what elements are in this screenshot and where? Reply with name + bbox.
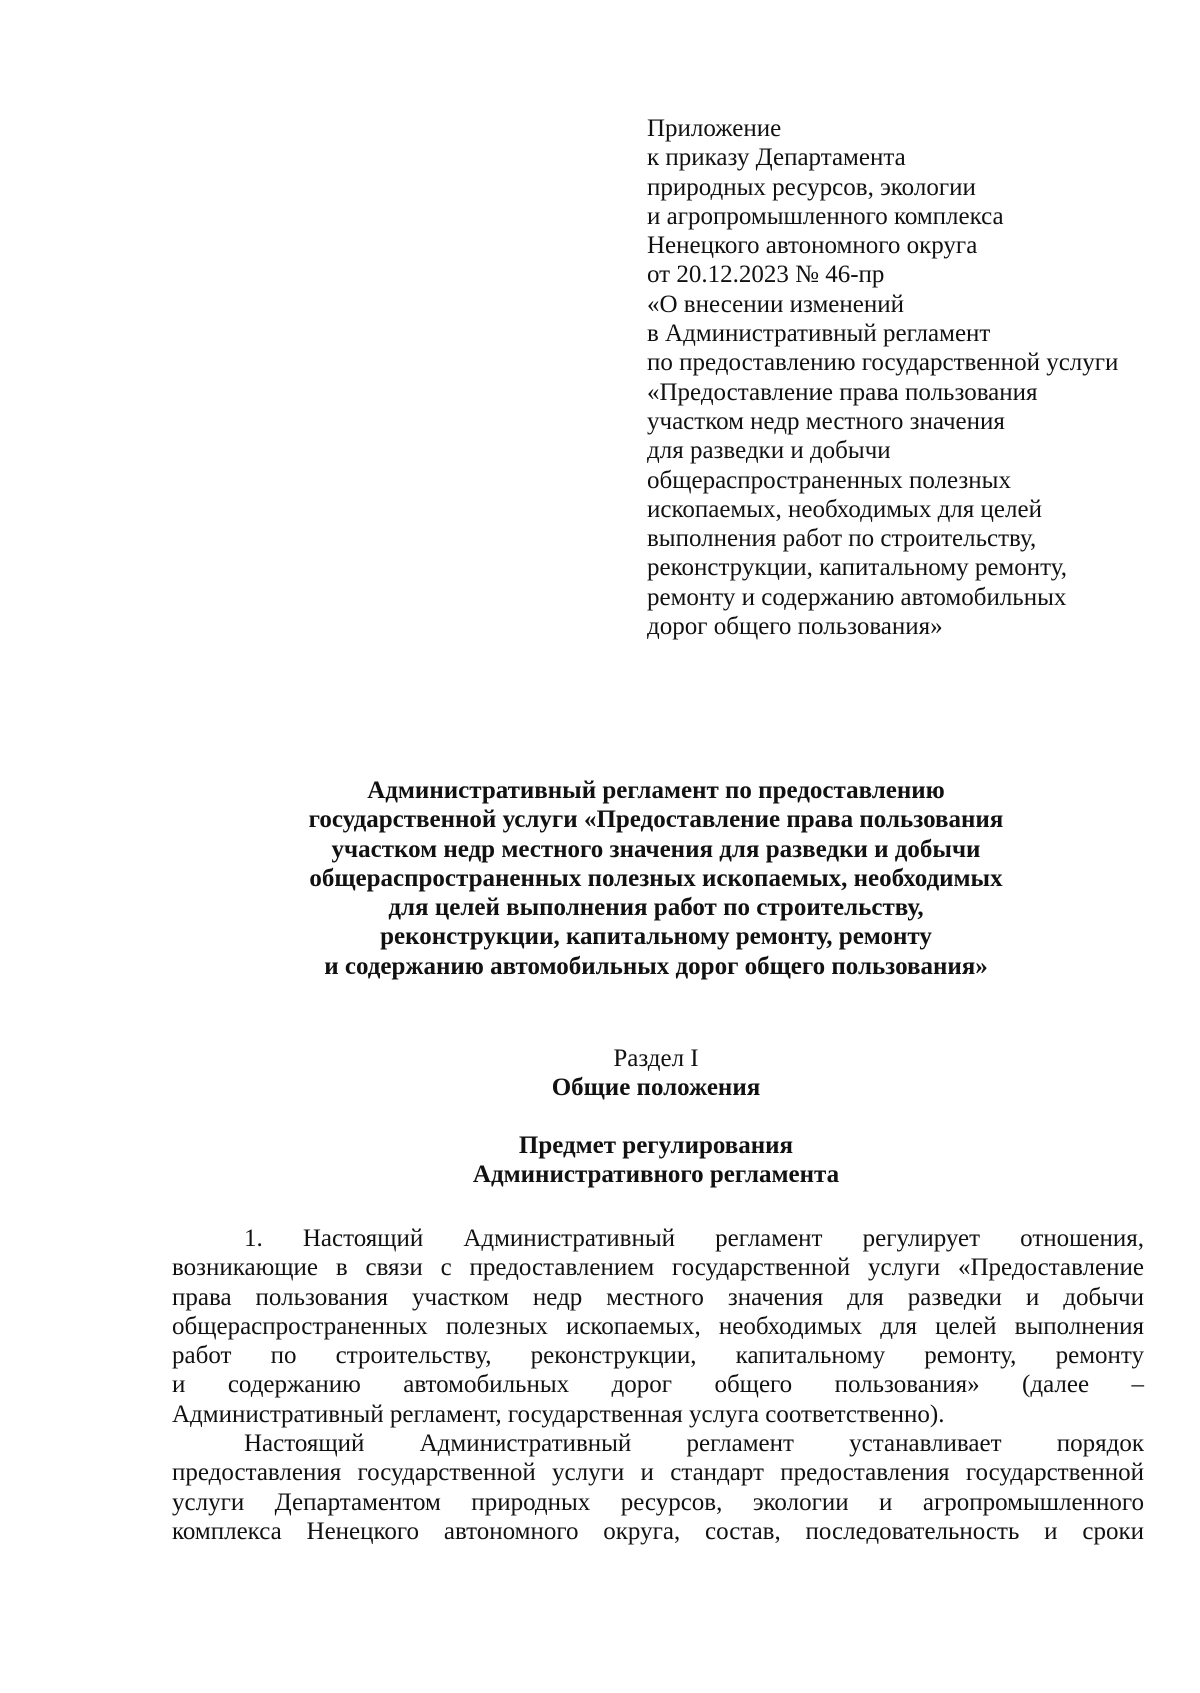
appendix-line: выполнения работ по строительству, xyxy=(647,525,1037,553)
title-line: и содержанию автомобильных дорог общего пользования» xyxy=(324,952,988,980)
document-title xyxy=(170,776,1142,981)
appendix-line: Приложение xyxy=(647,115,782,142)
paragraph-line: возникающие в связи с предоставлением государственной услуги «Предоставление xyxy=(172,1254,1144,1282)
paragraph-line: работ по строительству, реконструкции, капитальному ремонту, ремонту xyxy=(172,1342,1144,1370)
appendix-line: и агропромышленного комплекса xyxy=(647,202,1004,230)
section-name: Общие положения xyxy=(551,1074,761,1102)
appendix-line: ископаемых, необходимых для целей xyxy=(647,495,1042,523)
title-line: Административный регламент по предоставлению xyxy=(367,777,945,804)
title-line: участком недр местного значения для разведки и добычи xyxy=(331,835,981,863)
section-heading xyxy=(170,1044,1142,1103)
paragraph-line: общераспространенных полезных ископаемых, необходимых для целей выполнения xyxy=(172,1312,1144,1340)
appendix-line: общераспространенных полезных xyxy=(647,466,1011,494)
subheading xyxy=(170,1131,1142,1190)
appendix-line: ремонту и содержанию автомобильных xyxy=(647,583,1067,611)
paragraph-line: услуги Департаментом природных ресурсов, экологии и агропромышленного xyxy=(172,1488,1144,1516)
subheading-line: Предмет регулирования xyxy=(518,1132,794,1159)
appendix-line: по предоставлению государственной услуги xyxy=(647,349,1119,377)
title-line: реконструкции, капитальному ремонту, ремонту xyxy=(380,923,932,951)
section-label: Раздел I xyxy=(613,1045,699,1072)
paragraph-line: Административный регламент, государственная услуга соответственно). xyxy=(172,1400,945,1428)
paragraph-line: Настоящий Административный регламент устанавливает порядок xyxy=(244,1430,1144,1458)
appendix-line: Ненецкого автономного округа xyxy=(647,232,978,260)
appendix-line: природных ресурсов, экологии xyxy=(647,173,976,201)
title-line: государственной услуги «Предоставление права пользования xyxy=(308,806,1004,834)
paragraph-line: права пользования участком недр местного значения для разведки и добычи xyxy=(172,1283,1144,1311)
title-line: для целей выполнения работ по строительству, xyxy=(388,894,924,922)
subheading-line: Административного регламента xyxy=(472,1161,840,1189)
appendix-line: в Административный регламент xyxy=(647,320,991,348)
appendix-line: «О внесении изменений xyxy=(647,290,905,318)
appendix-line: реконструкции, капитальному ремонту, xyxy=(647,554,1067,582)
paragraph-line: и содержанию автомобильных дорог общего пользования» (далее – xyxy=(172,1371,1144,1399)
appendix-line: от 20.12.2023 № 46-пр xyxy=(647,261,885,289)
appendix-line: к приказу Департамента xyxy=(647,144,906,172)
body-text xyxy=(172,1224,1144,1546)
appendix-header xyxy=(647,114,1167,641)
appendix-line: дорог общего пользования» xyxy=(647,613,943,641)
appendix-line: участком недр местного значения xyxy=(647,407,1005,435)
paragraph-line: предоставления государственной услуги и стандарт предоставления государственной xyxy=(172,1459,1144,1487)
appendix-line: «Предоставление права пользования xyxy=(647,378,1038,406)
paragraph-line: 1. Настоящий Административный регламент регулирует отношения, xyxy=(244,1225,1144,1252)
appendix-line: для разведки и добычи xyxy=(647,437,891,465)
paragraph-line: комплекса Ненецкого автономного округа, состав, последовательность и сроки xyxy=(172,1517,1144,1545)
title-line: общераспространенных полезных ископаемых, необходимых xyxy=(309,864,1003,892)
